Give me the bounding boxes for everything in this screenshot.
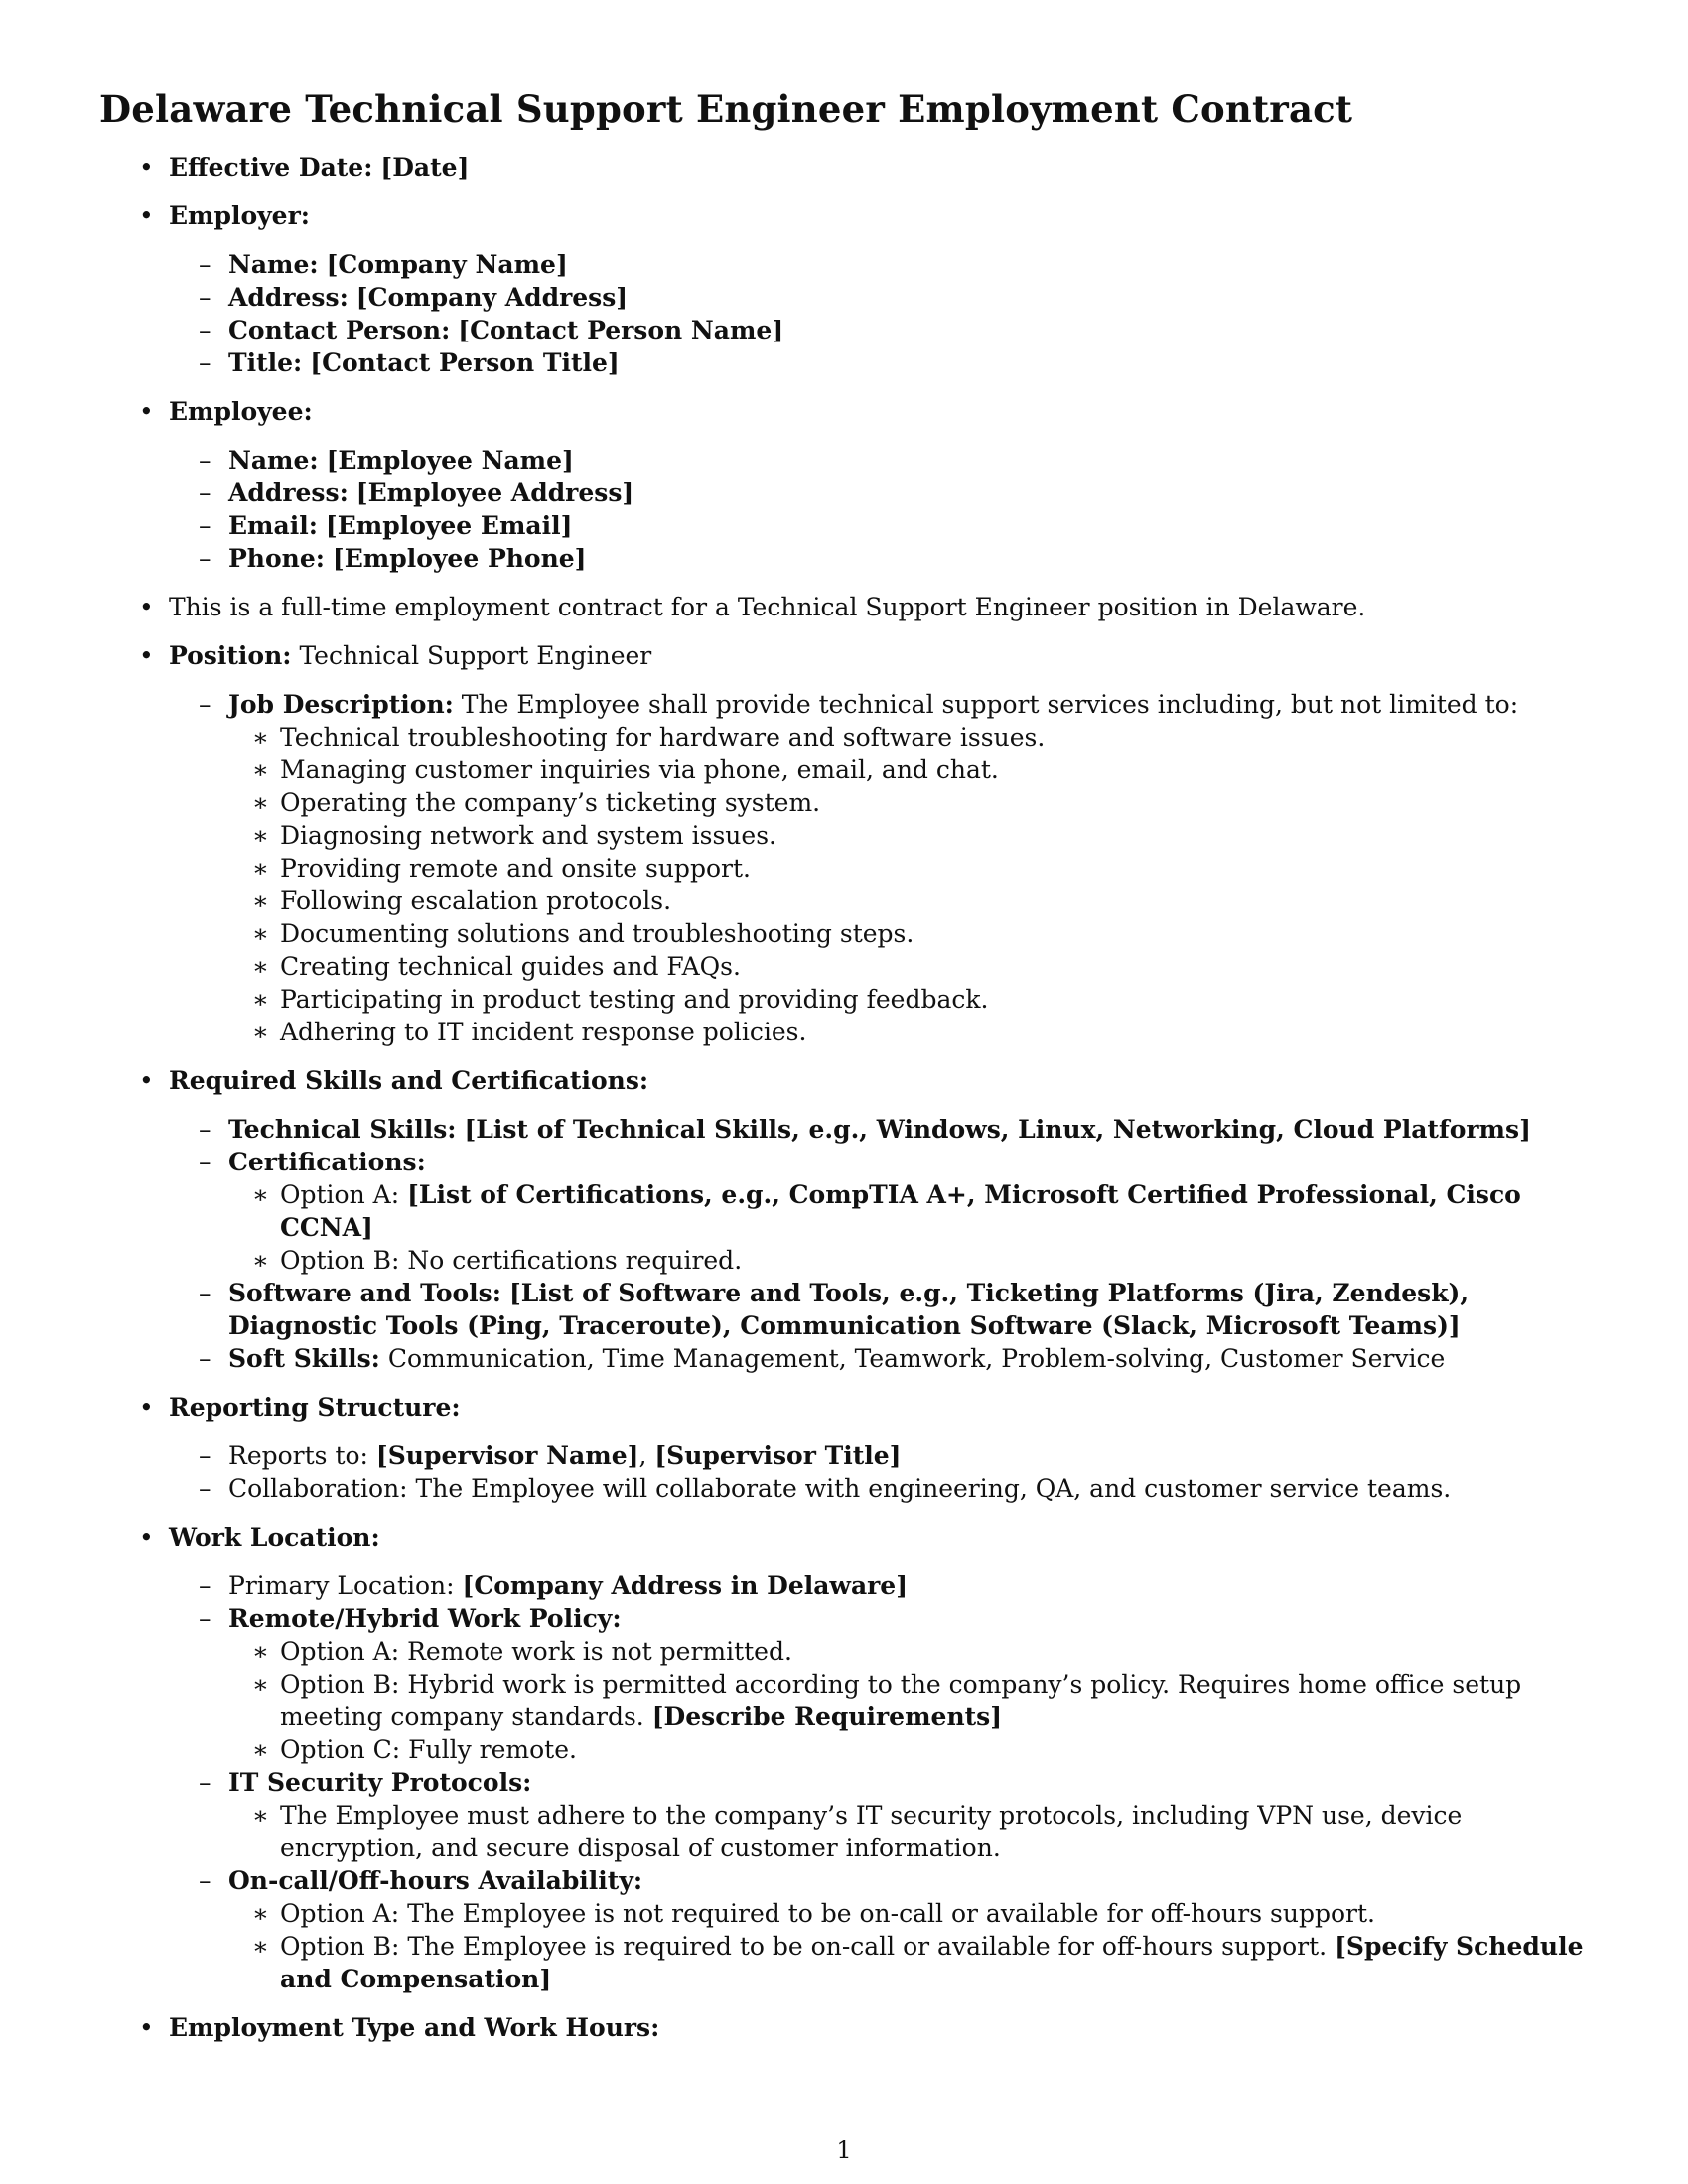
remote-option-a: ∗ Option A: Remote work is not permitted.	[252, 1637, 792, 1666]
software-tools: – Software and Tools: [List of Software and Tools, e.g., Ticketing Platforms (Jira, Zendesk), Diagnostic Tools (Ping, Traceroute), Communication Software (Slack, Microsoft Teams)]	[199, 1279, 1470, 1340]
employer-address: – Address: [Company Address]	[199, 283, 629, 312]
security-text: ∗ The Employee must adhere to the company’s IT security protocols, including VPN use, device encryption, and secure disposal of customer information.	[252, 1801, 1463, 1862]
list-item-skills: • Required Skills and Certifications: – Technical Skills: [List of Technical Skills, e.g., Windows, Linux, Networking, Cloud Platforms] – Certifications: ∗ Option A: [List of Certifications, e.g., CompTIA A+, Microsoft Certified Professional, Cisco CCNA] ∗ Option B: No certifications required. – Software and Tools: [List of Software and Tools, e.g., Ticketing Platforms (Jira, Zendesk), Diagnostic Tools (Ping, Traceroute), Communication Software (Slack, Microsoft Teams)] – Soft Skills: Communication, Time Management, Teamwork, Problem-solving, Customer Service	[99, 1064, 1589, 1375]
list-item-work-location: • Work Location: – Primary Location: [Company Address in Delaware] – Remote/Hybrid Work Policy: ∗ Option A: Remote work is not permitted. ∗ Option B: Hybrid work is permitted according to the company’s policy. Requires home office setup meeting company standards. [Describe Requirements] ∗ Option C: Fully remote. – IT Security Protocols: ∗ The Employee must adhere to the company’s IT security protocols, including VPN use, device encryption, and secure disposal of customer information. – On-call/Off-hours Availability: ∗ Option A: The Employee is not required to be on-call or available for off-hours support. ∗ Option B: The Employee is required to be on-call or available for off-hours support. [Specify Schedule and Compensation]	[99, 1521, 1589, 1995]
list-item-effective-date: • Effective Date: [Date]	[139, 153, 470, 182]
list-item-intro: • This is a full-time employment contract for a Technical Support Engineer position in Delaware.	[139, 593, 1366, 621]
oncall-option-a: ∗ Option A: The Employee is not required to be on-call or available for off-hours support.	[252, 1899, 1375, 1928]
remote-policy: – Remote/Hybrid Work Policy: ∗ Option A: Remote work is not permitted. ∗ Option B: Hybrid work is permitted according to the company’s policy. Requires home office setup meeting company standards. [Describe Requirements] ∗ Option C: Fully remote.	[169, 1602, 1589, 1766]
duty-item: ∗ Managing customer inquiries via phone, email, and chat.	[252, 755, 999, 784]
cert-option-b: ∗ Option B: No certifications required.	[252, 1246, 743, 1275]
primary-location: – Primary Location: [Company Address in Delaware]	[199, 1571, 909, 1600]
duty-item: ∗ Documenting solutions and troubleshooting steps.	[252, 919, 914, 948]
cert-option-a: ∗ Option A: [List of Certifications, e.g., CompTIA A+, Microsoft Certified Professional, Cisco CCNA]	[252, 1180, 1521, 1242]
job-description: – Job Description: The Employee shall provide technical support services including, but not limited to: ∗ Technical troubleshooting for hardware and software issues. ∗ Managing customer inquiries via phone, email, and chat. ∗ Operating the company’s ticketing system. ∗ Diagnosing network and system issues. ∗ Providing remote and onsite support. ∗ Following escalation protocols. ∗ Documenting solutions and troubleshooting steps. ∗ Creating technical guides and FAQs. ∗ Participating in product testing and providing feedback. ∗ Adhering to IT incident response policies.	[169, 688, 1589, 1048]
remote-option-b: ∗ Option B: Hybrid work is permitted according to the company’s policy. Requires home office setup meeting company standards. [Describe Requirements]	[252, 1670, 1522, 1731]
employee-phone: – Phone: [Employee Phone]	[199, 544, 587, 573]
duty-item: ∗ Participating in product testing and providing feedback.	[252, 985, 989, 1014]
technical-skills: – Technical Skills: [List of Technical Skills, e.g., Windows, Linux, Networking, Cloud Platforms]	[199, 1115, 1531, 1144]
document-page	[99, 87, 1589, 2060]
employer-title: – Title: [Contact Person Title]	[199, 348, 620, 377]
employee-email: – Email: [Employee Email]	[199, 511, 573, 540]
list-item-employer: • Employer: – Name: [Company Name] – Address: [Company Address] – Contact Person: [Contact Person Name] – Title: [Contact Person Title]	[99, 200, 1589, 379]
duty-item: ∗ Diagnosing network and system issues.	[252, 821, 776, 850]
list-item-position: • Position: Technical Support Engineer – Job Description: The Employee shall provide technical support services including, but not limited to: ∗ Technical troubleshooting for hardware and software issues. ∗ Managing customer inquiries via phone, email, and chat. ∗ Operating the company’s ticketing system. ∗ Diagnosing network and system issues. ∗ Providing remote and onsite support. ∗ Following escalation protocols. ∗ Documenting solutions and troubleshooting steps. ∗ Creating technical guides and FAQs. ∗ Participating in product testing and providing feedback. ∗ Adhering to IT incident response policies.	[99, 639, 1589, 1048]
duty-item: ∗ Adhering to IT incident response policies.	[252, 1018, 807, 1046]
reports-to: – Reports to: [Supervisor Name], [Supervisor Title]	[199, 1441, 902, 1470]
it-security: – IT Security Protocols: ∗ The Employee must adhere to the company’s IT security protocols, including VPN use, device encryption, and secure disposal of customer information.	[169, 1766, 1589, 1864]
duties-list	[228, 721, 1589, 1048]
duty-item: ∗ Technical troubleshooting for hardware and software issues.	[252, 723, 1046, 751]
soft-skills: – Soft Skills: Communication, Time Management, Teamwork, Problem-solving, Customer Service	[199, 1344, 1446, 1373]
list-item-employment-type: • Employment Type and Work Hours:	[139, 2013, 660, 2042]
oncall-option-b: ∗ Option B: The Employee is required to be on-call or available for off-hours support. [Specify Schedule and Compensation]	[252, 1932, 1584, 1993]
list-item-reporting: • Reporting Structure: – Reports to: [Supervisor Name], [Supervisor Title] – Collaboration: The Employee will collaborate with engineering, QA, and customer service teams.	[99, 1391, 1589, 1505]
employee-name: – Name: [Employee Name]	[199, 446, 574, 475]
remote-option-c: ∗ Option C: Fully remote.	[252, 1735, 577, 1764]
page-title: Delaware Technical Support Engineer Employment Contract	[99, 87, 1353, 131]
duty-item: ∗ Creating technical guides and FAQs.	[252, 952, 741, 981]
duty-item: ∗ Operating the company’s ticketing system.	[252, 788, 821, 817]
employee-address: – Address: [Employee Address]	[199, 478, 634, 507]
employer-name: – Name: [Company Name]	[199, 250, 568, 279]
employer-contact: – Contact Person: [Contact Person Name]	[199, 316, 784, 344]
duty-item: ∗ Following escalation protocols.	[252, 887, 672, 915]
certifications: – Certifications: ∗ Option A: [List of Certifications, e.g., CompTIA A+, Microsoft Certified Professional, Cisco CCNA] ∗ Option B: No certifications required.	[169, 1146, 1589, 1277]
collaboration: – Collaboration: The Employee will collaborate with engineering, QA, and customer service teams.	[199, 1474, 1452, 1503]
duty-item: ∗ Providing remote and onsite support.	[252, 854, 751, 883]
page-number: 1	[836, 2136, 852, 2164]
on-call: – On-call/Off-hours Availability: ∗ Option A: The Employee is not required to be on-call or available for off-hours support. ∗ Option B: The Employee is required to be on-call or available for off-hours support. [Specify Schedule and Compensation]	[169, 1864, 1589, 1995]
list-item-employee: • Employee: – Name: [Employee Name] – Address: [Employee Address] – Email: [Employee Email] – Phone: [Employee Phone]	[99, 395, 1589, 575]
